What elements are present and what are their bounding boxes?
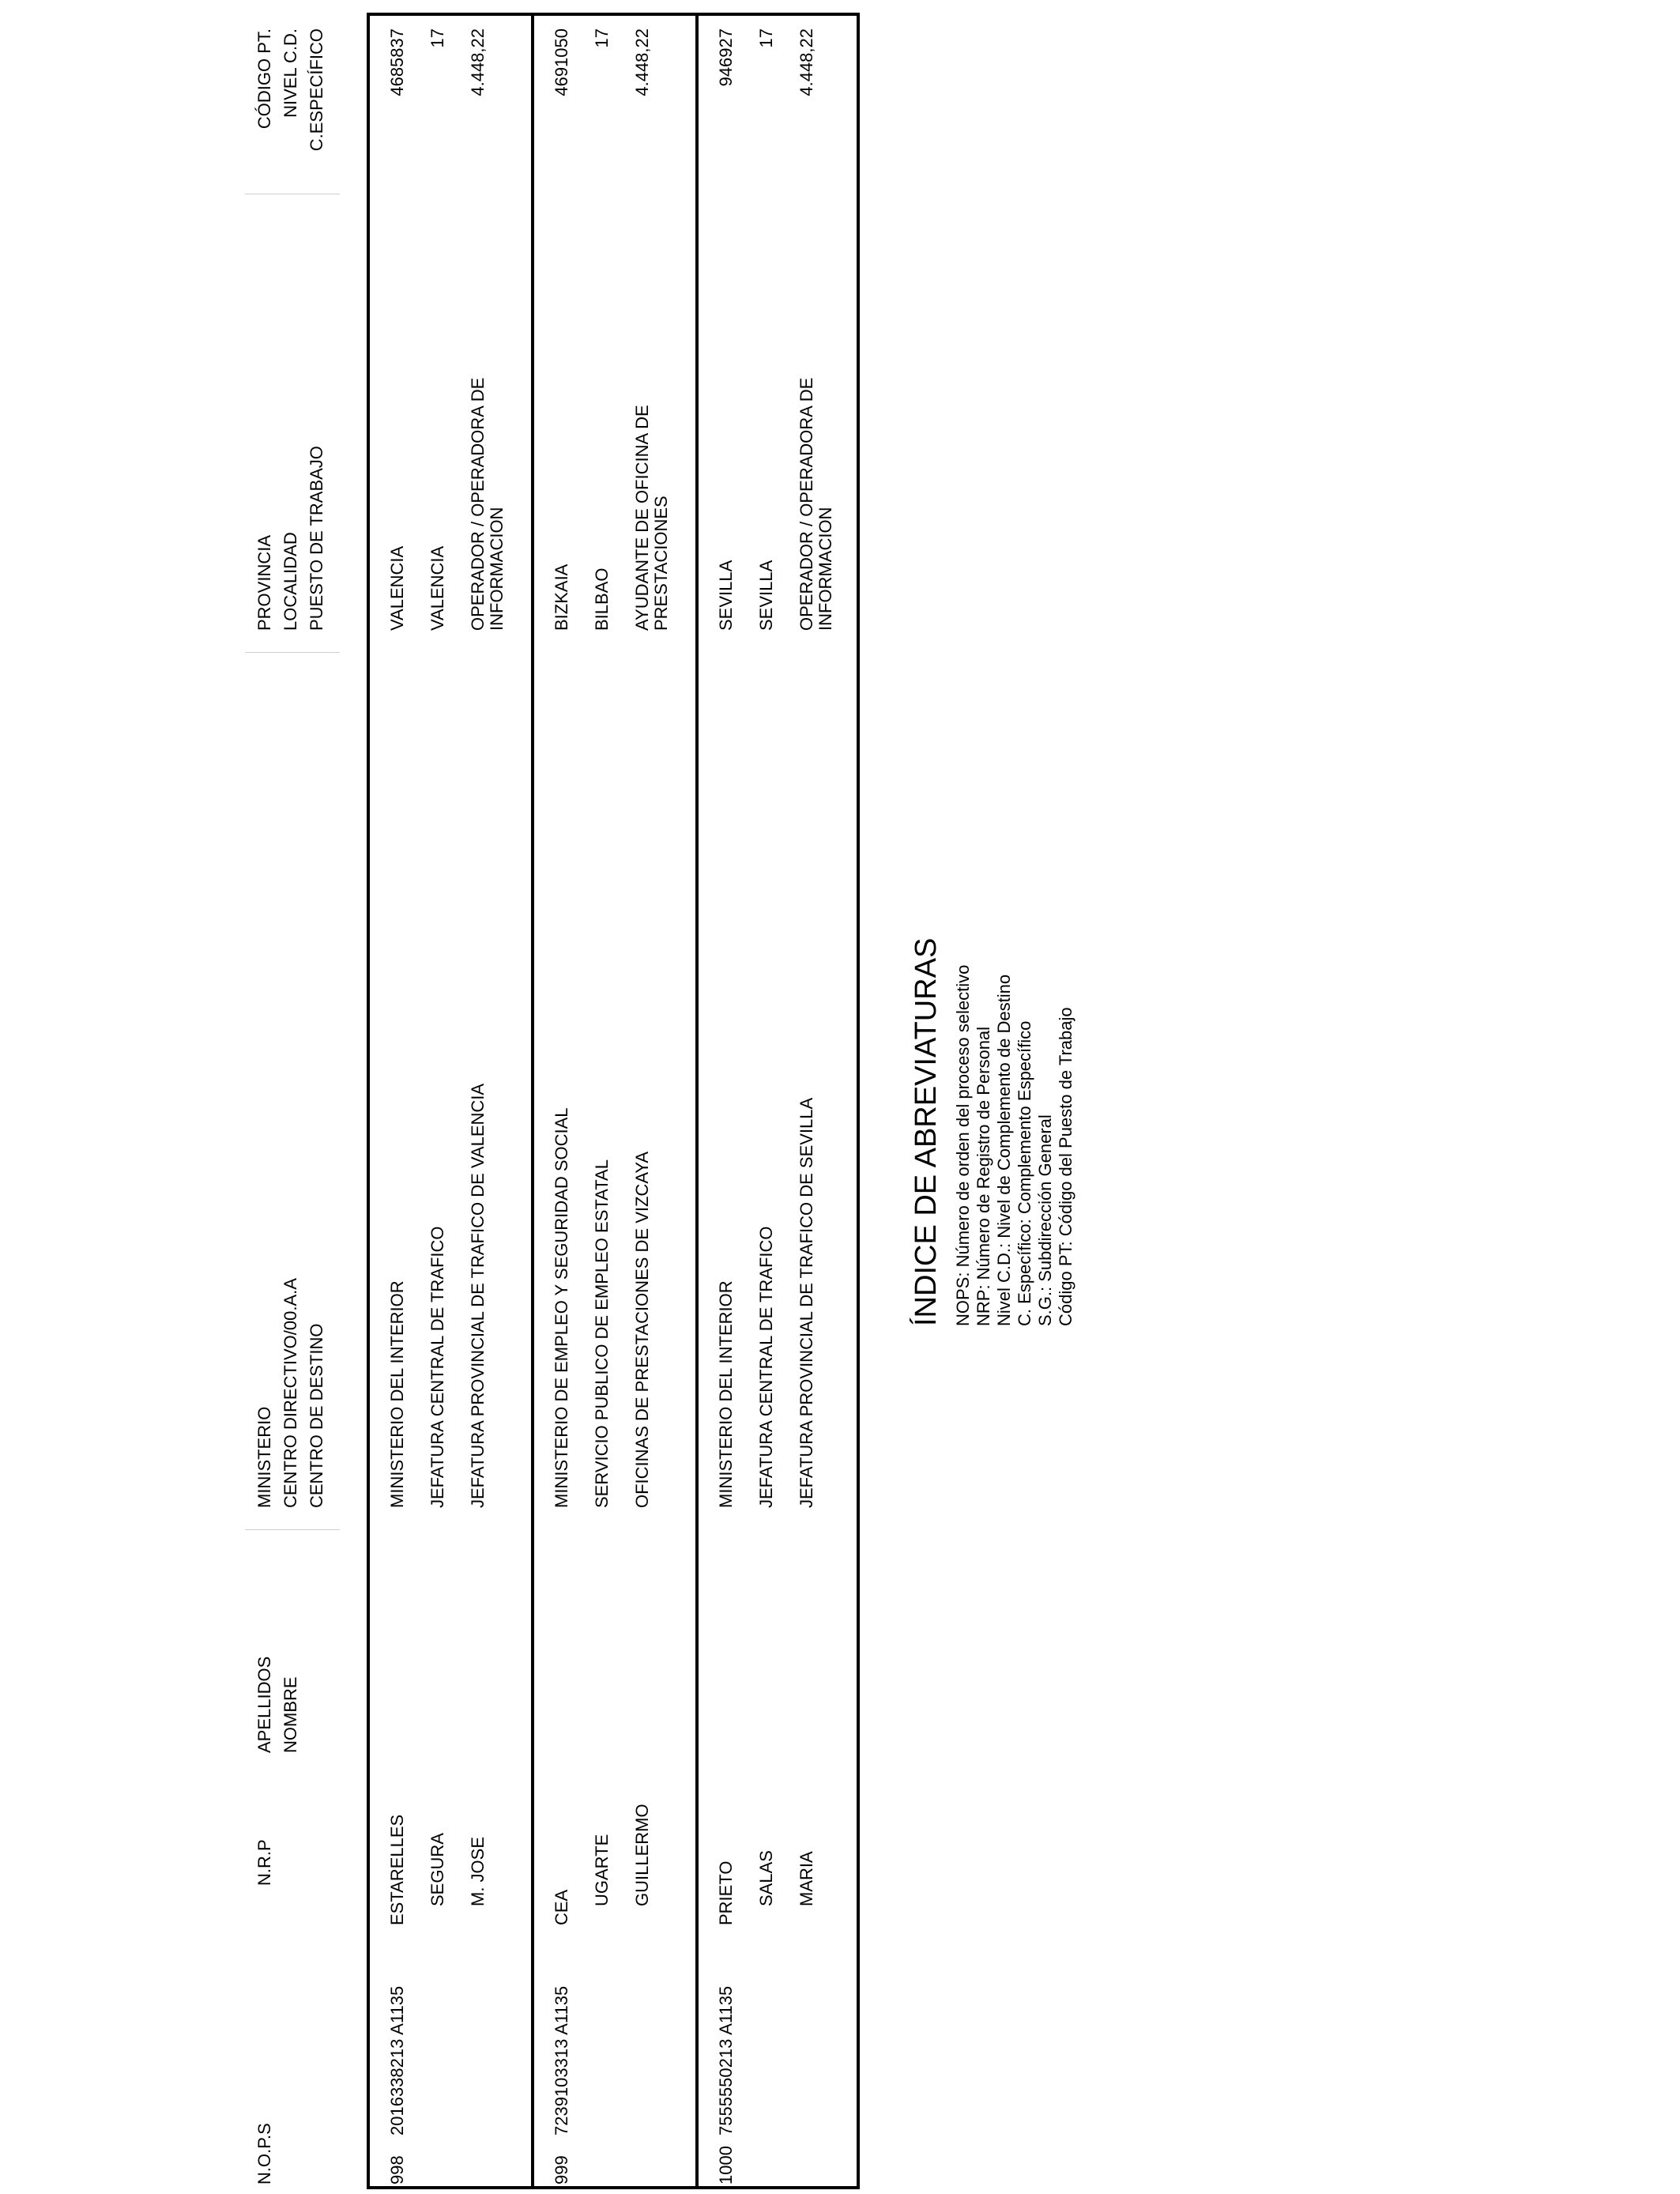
puesto-line1: OPERADOR / OPERADORA DE: [468, 377, 488, 631]
puesto-line1: OPERADOR / OPERADORA DE: [797, 377, 816, 631]
row-divider: [531, 13, 534, 2189]
nrp: 7239103313 A1135: [552, 1985, 571, 2136]
localidad: SEVILLA: [756, 560, 776, 631]
puesto-line2: INFORMACION: [816, 507, 835, 631]
apellido2: SEGURA: [428, 1833, 447, 1906]
nivel-cd: 17: [592, 28, 612, 48]
codigo-pt: 4685837: [387, 28, 407, 96]
header-divider: [245, 652, 340, 653]
provincia: BIZKAIA: [552, 564, 571, 631]
nivel-cd: 17: [428, 28, 447, 48]
nrp: 7555550213 A1135: [716, 1985, 736, 2136]
header-centro-destino: CENTRO DE DESTINO: [307, 1323, 326, 1508]
index-line: C. Específico: Complemento Específico: [1015, 1020, 1034, 1326]
ministerio: MINISTERIO DEL INTERIOR: [716, 1280, 736, 1508]
header-codigo-pt: CÓDIGO PT.: [254, 28, 274, 130]
index-line: Nivel C.D.: Nivel de Complemento de Destino: [994, 974, 1014, 1326]
c-especifico: 4.448,22: [797, 28, 816, 96]
apellido2: UGARTE: [592, 1834, 612, 1906]
apellido1: ESTARELLES: [387, 1814, 407, 1925]
nops: 1000: [716, 2146, 736, 2185]
apellido1: PRIETO: [716, 1860, 736, 1925]
provincia: VALENCIA: [387, 545, 407, 631]
centro-destino: JEFATURA PROVINCIAL DE TRAFICO DE SEVILLA: [797, 1097, 816, 1508]
c-especifico: 4.448,22: [468, 28, 488, 96]
nrp: 2016338213 A1135: [387, 1985, 407, 2136]
header-nombre: NOMBRE: [281, 1676, 300, 1753]
nombre: MARIA: [797, 1851, 816, 1906]
header-provincia: PROVINCIA: [254, 534, 274, 631]
row-divider: [695, 13, 699, 2189]
index-line: Código PT: Código del Puesto de Trabajo: [1056, 1007, 1075, 1326]
localidad: BILBAO: [592, 567, 612, 631]
index-line: S.G.: Subdirección General: [1035, 1114, 1055, 1326]
header-localidad: LOCALIDAD: [281, 532, 300, 631]
centro-directivo: JEFATURA CENTRAL DE TRAFICO: [756, 1226, 776, 1508]
nombre: M. JOSE: [468, 1836, 488, 1906]
centro-directivo: SERVICIO PUBLICO DE EMPLEO ESTATAL: [592, 1159, 612, 1508]
header-nivel-cd: NIVEL C.D.: [281, 28, 300, 118]
apellido2: SALAS: [756, 1850, 776, 1906]
index-line: NOPS: Número de orden del proceso selectivo: [953, 964, 973, 1326]
header-divider: [245, 1529, 340, 1530]
header-puesto: PUESTO DE TRABAJO: [307, 446, 326, 631]
header-apellidos: APELLIDOS: [254, 1656, 274, 1753]
puesto-line2: INFORMACION: [487, 507, 507, 631]
nops: 999: [552, 2155, 571, 2185]
header-centro-directivo: CENTRO DIRECTIVO/00.A.A: [281, 1278, 300, 1508]
nops: 998: [387, 2155, 407, 2185]
index-line: NRP: Número de Registro de Personal: [974, 1026, 993, 1326]
codigo-pt: 4691050: [552, 28, 571, 96]
nombre: GUILLERMO: [632, 1804, 652, 1906]
header-nrp: N.R.P: [254, 1839, 274, 1886]
ministerio: MINISTERIO DE EMPLEO Y SEGURIDAD SOCIAL: [552, 1107, 571, 1508]
localidad: VALENCIA: [428, 545, 447, 631]
apellido1: CEA: [552, 1889, 571, 1925]
header-c-especifico: C.ESPECÍFICO: [307, 28, 326, 152]
centro-destino: JEFATURA PROVINCIAL DE TRAFICO DE VALENCIA: [468, 1083, 488, 1508]
centro-directivo: JEFATURA CENTRAL DE TRAFICO: [428, 1226, 447, 1508]
provincia: SEVILLA: [716, 560, 736, 631]
centro-destino: OFICINAS DE PRESTACIONES DE VIZCAYA: [632, 1151, 652, 1508]
puesto-line1: AYUDANTE DE OFICINA DE: [632, 405, 652, 631]
header-ministerio: MINISTERIO: [254, 1406, 274, 1508]
index-title: ÍNDICE DE ABREVIATURAS: [910, 937, 943, 1326]
header-nops: N.O.P.S: [254, 2123, 274, 2185]
codigo-pt: 946927: [716, 28, 736, 87]
c-especifico: 4.448,22: [632, 28, 652, 96]
puesto-line2: PRESTACIONES: [651, 496, 671, 631]
nivel-cd: 17: [756, 28, 776, 48]
ministerio: MINISTERIO DEL INTERIOR: [387, 1280, 407, 1508]
